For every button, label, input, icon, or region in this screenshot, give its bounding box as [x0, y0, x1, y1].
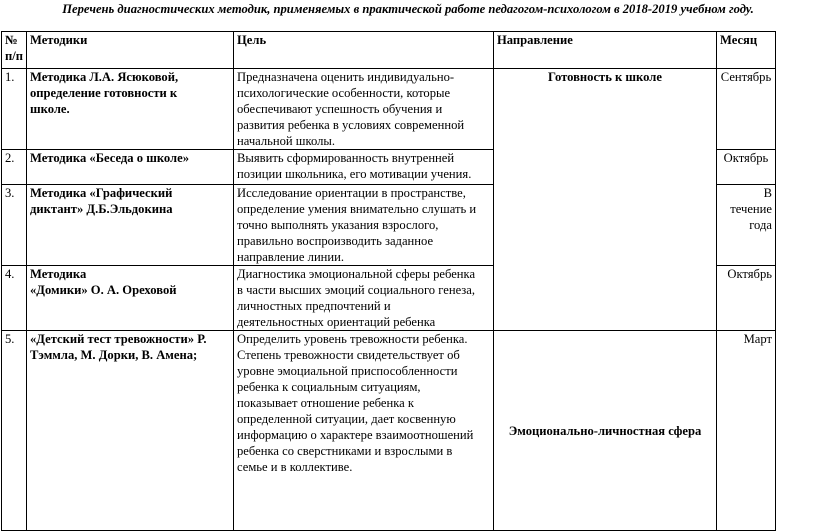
method-cell: Методика «Беседа о школе» [27, 150, 234, 185]
method-cell: «Детский тест тревожности» Р. Тэммла, М. Дорки, В. Амена; [27, 331, 234, 531]
goal-cell: Исследование ориентации в пространстве, определение умения внимательно слушать и точно выполнять указания взрослого, правильно воспроизводить заданное направление линии. [234, 185, 494, 266]
row-number: 2. [2, 150, 27, 185]
method-cell: Методика «Графический диктант» Д.Б.Эльдокина [27, 185, 234, 266]
row-number: 4. [2, 266, 27, 331]
month-cell: Сентябрь [717, 69, 776, 150]
goal-cell: Предназначена оценить индивидуально- психологические особенности, которые обеспечивают успешность обучения и развития ребенка в условиях современной начальной школы. [234, 69, 494, 150]
month-cell: Март [717, 331, 776, 531]
direction-cell: Эмоционально-личностная сфера [494, 331, 717, 531]
goal-cell: Диагностика эмоциональной сферы ребенка в части высших эмоций социального генеза, личностных предпочтений и деятельностных ориентаций ребенка [234, 266, 494, 331]
method-cell: Методика «Домики» О. А. Ореховой [27, 266, 234, 331]
table-row [2, 69, 776, 150]
table-row [2, 331, 776, 531]
header-goal: Цель [234, 32, 494, 69]
goal-cell: Выявить сформированность внутренней позиции школьника, его мотивации учения. [234, 150, 494, 185]
header-direction: Направление [494, 32, 717, 69]
header-method: Методики [27, 32, 234, 69]
month-cell: В течение года [717, 185, 776, 266]
month-cell: Октябрь [717, 266, 776, 331]
direction-cell: Готовность к школе [494, 69, 717, 331]
row-number: 1. [2, 69, 27, 150]
header-number: № п/п [2, 32, 27, 69]
goal-cell: Определить уровень тревожности ребенка. Степень тревожности свидетельствует об уровне эмоциальной приспособленности ребенка к социальным ситуациям, показывает отношение ребенка к определенной ситуации, дает косвенную информацию о характере взаимоотношений ребенка со сверстниками и взрослыми в семье и в коллективе. [234, 331, 494, 531]
document-title: Перечень диагностических методик, применяемых в практической работе педагогом-психологом в 2018-2019 учебном году. [62, 2, 754, 16]
header-month: Месяц [717, 32, 776, 69]
month-cell: Октябрь [717, 150, 776, 185]
methods-table [1, 31, 776, 531]
row-number: 5. [2, 331, 27, 531]
table-header-row [2, 32, 776, 69]
row-number: 3. [2, 185, 27, 266]
method-cell: Методика Л.А. Ясюковой, определение готовности к школе. [27, 69, 234, 150]
